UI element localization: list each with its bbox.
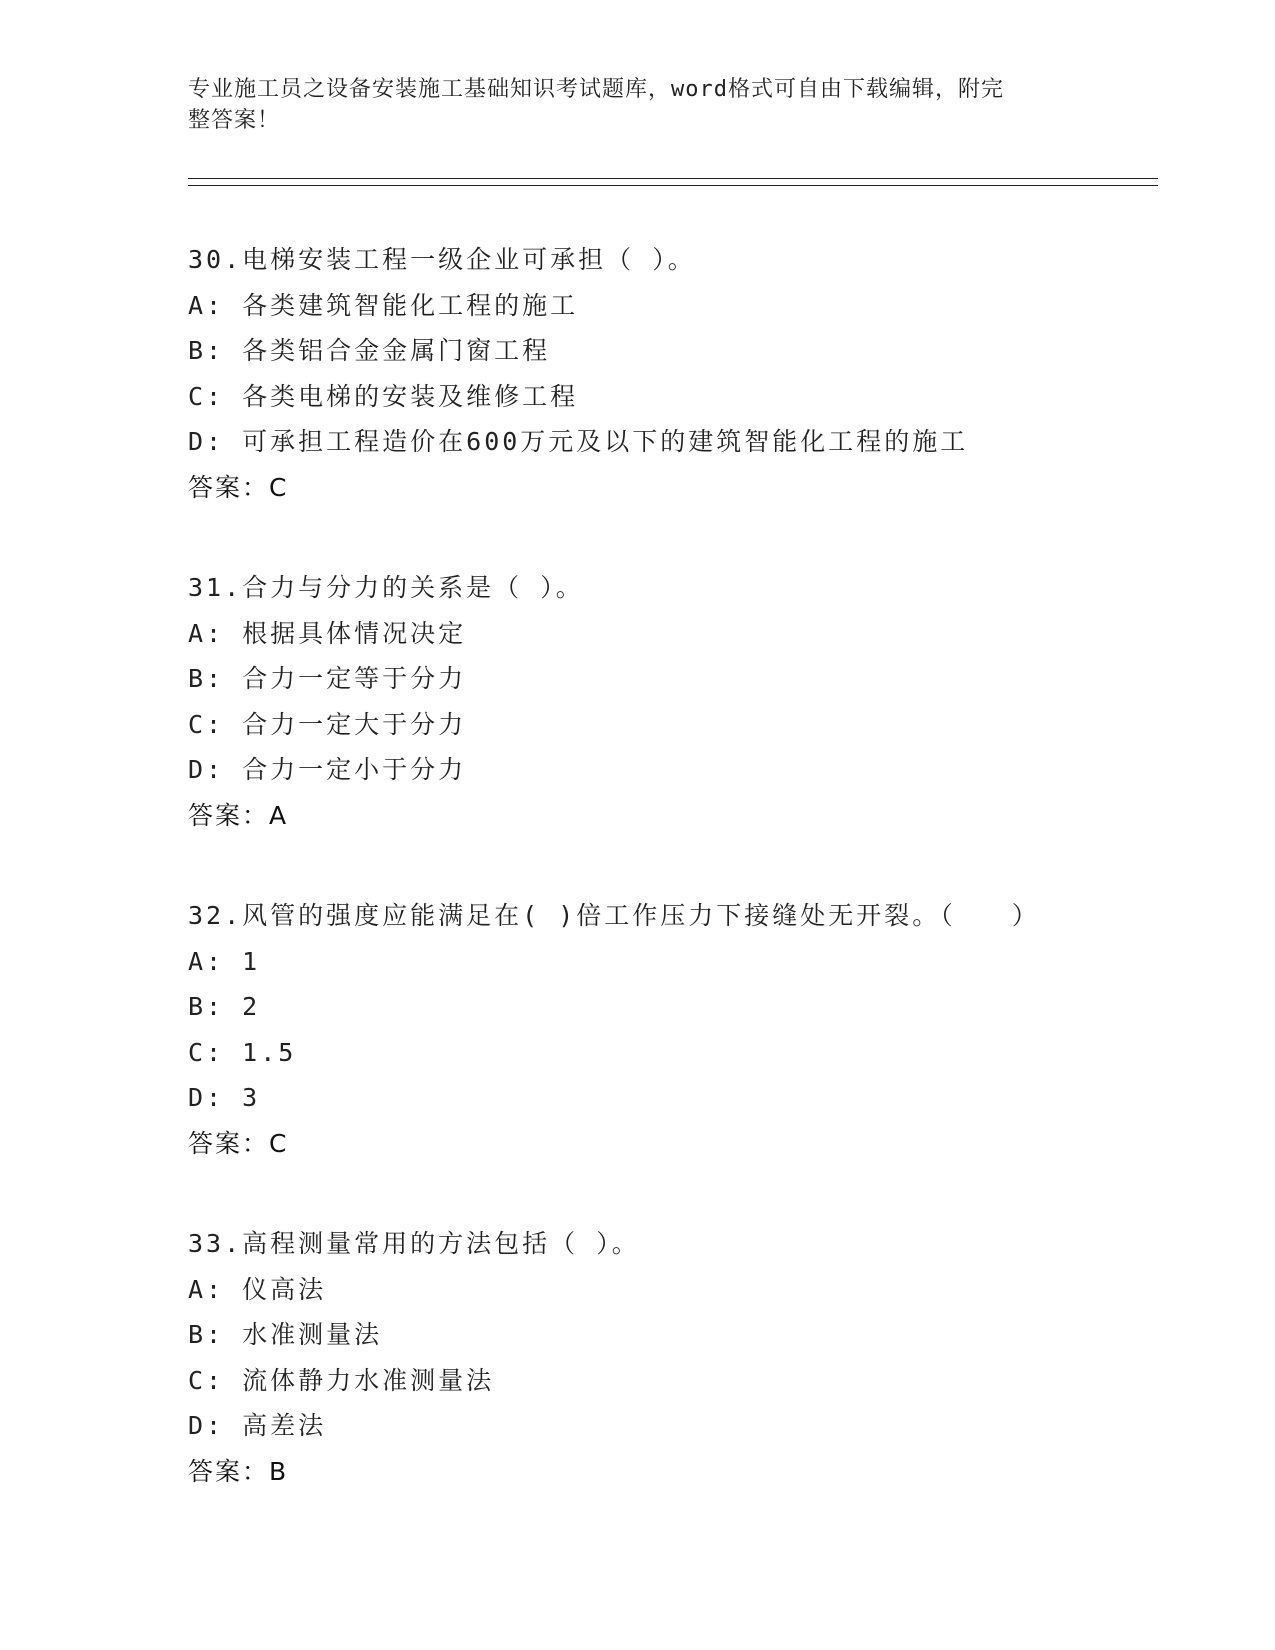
header-double-rule: [188, 178, 1158, 186]
answer-text: 答案：C: [188, 472, 289, 502]
option-b: B: 各类铝合金金属门窗工程: [188, 336, 551, 365]
header-line-1: 专业施工员之设备安装施工基础知识考试题库，word格式可自由下载编辑，附完: [188, 77, 1004, 102]
question-30: [188, 237, 1188, 510]
option-d: D: 可承担工程造价在600万元及以下的建筑智能化工程的施工: [188, 427, 969, 456]
question-stem: 32.风管的强度应能满足在( )倍工作压力下接缝处无开裂。（ ）: [188, 901, 1040, 930]
option-d: D: 合力一定小于分力: [188, 755, 467, 784]
header-line-2: 整答案！: [188, 108, 281, 133]
option-b: B: 合力一定等于分力: [188, 664, 467, 693]
option-c: C: 1.5: [188, 1037, 297, 1067]
option-a: A: 各类建筑智能化工程的施工: [188, 290, 579, 320]
question-stem: 31.合力与分力的关系是（ ）。: [188, 573, 584, 602]
option-c: C: 各类电梯的安装及维修工程: [188, 381, 579, 411]
question-stem: 30.电梯安装工程一级企业可承担（ ）。: [188, 245, 696, 274]
option-c: C: 合力一定大于分力: [188, 709, 467, 739]
answer-text: 答案：C: [188, 1128, 289, 1158]
option-d: D: 3: [188, 1083, 261, 1112]
option-a: A: 根据具体情况决定: [188, 618, 467, 648]
option-b: B: 2: [188, 992, 261, 1021]
option-a: A: 仪高法: [188, 1274, 327, 1304]
question-list: [188, 237, 1188, 1549]
question-33: [188, 1221, 1188, 1494]
option-b: B: 水准测量法: [188, 1320, 383, 1349]
option-c: C: 流体静力水准测量法: [188, 1365, 495, 1395]
answer-text: 答案：B: [188, 1456, 289, 1486]
option-a: A: 1: [188, 946, 261, 976]
document-header: [188, 74, 1068, 136]
question-31: [188, 565, 1188, 838]
answer-text: 答案：A: [188, 800, 289, 830]
option-d: D: 高差法: [188, 1411, 327, 1440]
question-32: [188, 893, 1188, 1166]
question-stem: 33.高程测量常用的方法包括（ ）。: [188, 1229, 640, 1258]
